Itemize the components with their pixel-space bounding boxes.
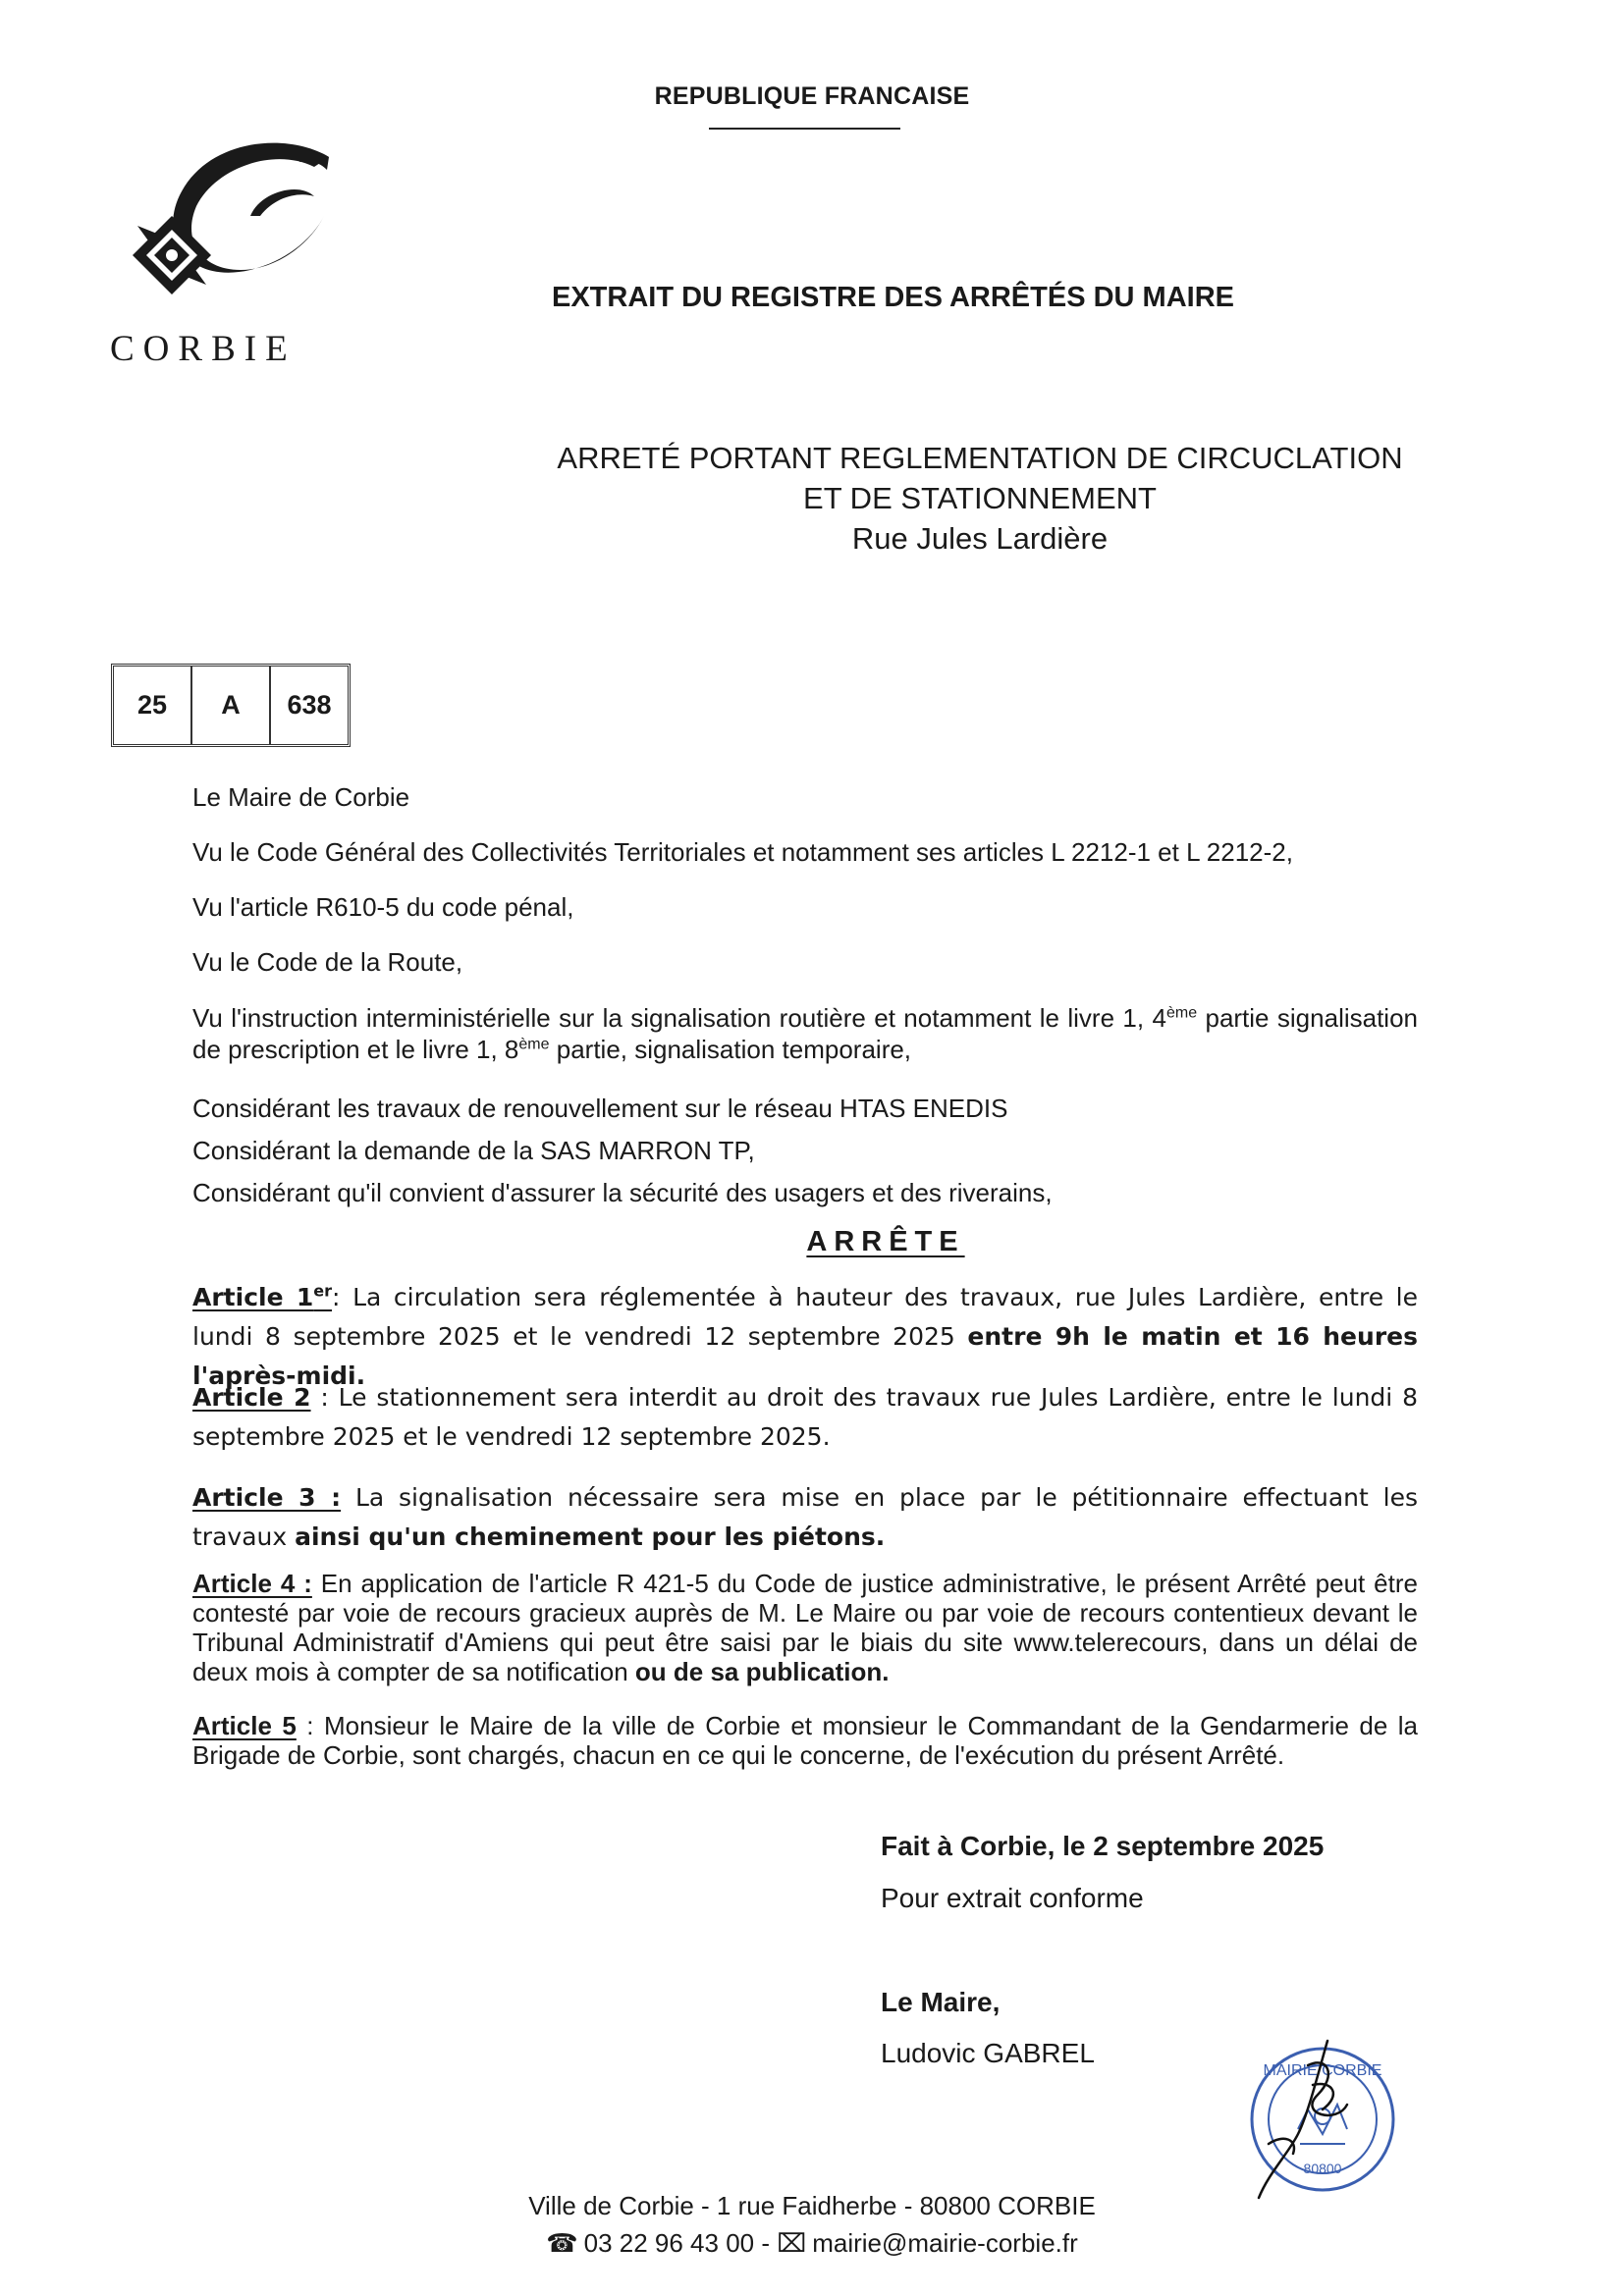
decree-title-line1: ARRETÉ PORTANT REGLEMENTATION DE CIRCUCLATION bbox=[557, 441, 1403, 475]
registry-heading: EXTRAIT DU REGISTRE DES ARRÊTÉS DU MAIRE bbox=[552, 282, 1234, 313]
decree-number-id: 638 bbox=[287, 690, 332, 720]
decree-title-line2: ET DE STATIONNEMENT bbox=[803, 481, 1157, 515]
preamble-considerant-demande: Considérant la demande de la SAS MARRON TP, bbox=[192, 1136, 755, 1165]
footer-phone: 03 22 96 43 00 - bbox=[583, 2228, 778, 2258]
phone-icon: ☎ bbox=[546, 2228, 578, 2258]
article-1: Article 1er: La circulation sera réglementée à hauteur des travaux, rue Jules Lardière, entre le lundi 8 septembre 2025 et le vendredi 12 septembre 2025 entre 9h le matin et 16 heures l'après-midi. bbox=[192, 1281, 1419, 1390]
preamble-vu-instruction: Vu l'instruction interministérielle sur la signalisation routière et notamment le livre 1, 4ème partie signalisation de prescription et le livre 1, 8ème partie, signalisation temporaire, bbox=[192, 1003, 1418, 1064]
place-date: Fait à Corbie, le 2 septembre 2025 bbox=[881, 1831, 1325, 1861]
preamble-vu-penal: Vu l'article R610-5 du code pénal, bbox=[192, 892, 574, 922]
fax-icon: ⌧ bbox=[777, 2228, 807, 2258]
decree-number-year: 25 bbox=[114, 667, 192, 744]
arrete-heading: ARRÊTE bbox=[806, 1226, 965, 1257]
article-2-label: Article 2 bbox=[192, 1383, 311, 1412]
preamble-vu-cgct: Vu le Code Général des Collectivités Territoriales et notamment ses articles L 2212-1 et L 2212-2, bbox=[192, 837, 1293, 867]
signatory-name: Ludovic GABREL bbox=[881, 2038, 1095, 2068]
footer-email[interactable]: mairie@mairie-corbie.fr bbox=[812, 2228, 1078, 2258]
article-3: Article 3 : La signalisation nécessaire sera mise en place par le pétitionnaire effectuant les travaux ainsi qu'un cheminement pour les piétons. bbox=[192, 1483, 1418, 1551]
preamble-mayor: Le Maire de Corbie bbox=[192, 782, 410, 812]
signatory-role: Le Maire, bbox=[881, 1987, 1001, 2017]
mairie-stamp-icon bbox=[1239, 2036, 1406, 2203]
article-4-label: Article 4 : bbox=[192, 1569, 312, 1598]
footer-contact bbox=[0, 2228, 1624, 2259]
extract-conformity: Pour extrait conforme bbox=[881, 1883, 1144, 1913]
article-1-label: Article 1er bbox=[192, 1281, 333, 1311]
decree-number-box bbox=[111, 664, 351, 747]
decree-title bbox=[0, 438, 1624, 559]
article-3-label: Article 3 : bbox=[192, 1483, 342, 1512]
preamble-vu-route: Vu le Code de la Route, bbox=[192, 947, 463, 977]
country-heading: REPUBLIQUE FRANCAISE bbox=[654, 82, 970, 110]
preamble-considerant-travaux: Considérant les travaux de renouvellement sur le réseau HTAS ENEDIS bbox=[192, 1094, 1008, 1123]
stamp-text-bottom: 80800 bbox=[1303, 2161, 1342, 2176]
footer-address: Ville de Corbie - 1 rue Faidherbe - 80800 CORBIE bbox=[528, 2191, 1096, 2220]
decree-number-type: A bbox=[192, 667, 271, 744]
preamble-considerant-securite: Considérant qu'il convient d'assurer la sécurité des usagers et des riverains, bbox=[192, 1178, 1053, 1207]
stamp-text-top: MAIRIE CORBIE bbox=[1263, 2062, 1382, 2079]
decree-title-line3: Rue Jules Lardière bbox=[851, 521, 1109, 556]
article-4: Article 4 : En application de l'article R 421-5 du Code de justice administrative, le présent Arrêté peut être contesté par voie de recours gracieux auprès de M. Le Maire ou par voie de recours contentieux devant le Tribunal Administratif d'Amiens qui peut être saisi par le biais du site www.telerecours, dans un délai de deux mois à compter de sa notification ou de sa publication. bbox=[192, 1569, 1418, 1686]
logo-wordmark: CORBIE bbox=[110, 329, 297, 369]
heading-rule bbox=[709, 128, 900, 130]
article-5-label: Article 5 bbox=[192, 1711, 297, 1740]
article-5: Article 5 : Monsieur le Maire de la ville de Corbie et monsieur le Commandant de la Gendarmerie de la Brigade de Corbie, sont chargés, chacun en ce qui le concerne, de l'exécution du présent Arrêté. bbox=[192, 1711, 1418, 1770]
article-2: Article 2 : Le stationnement sera interdit au droit des travaux rue Jules Lardière, entre le lundi 8 septembre 2025 et le vendredi 12 septembre 2025. bbox=[192, 1383, 1418, 1451]
